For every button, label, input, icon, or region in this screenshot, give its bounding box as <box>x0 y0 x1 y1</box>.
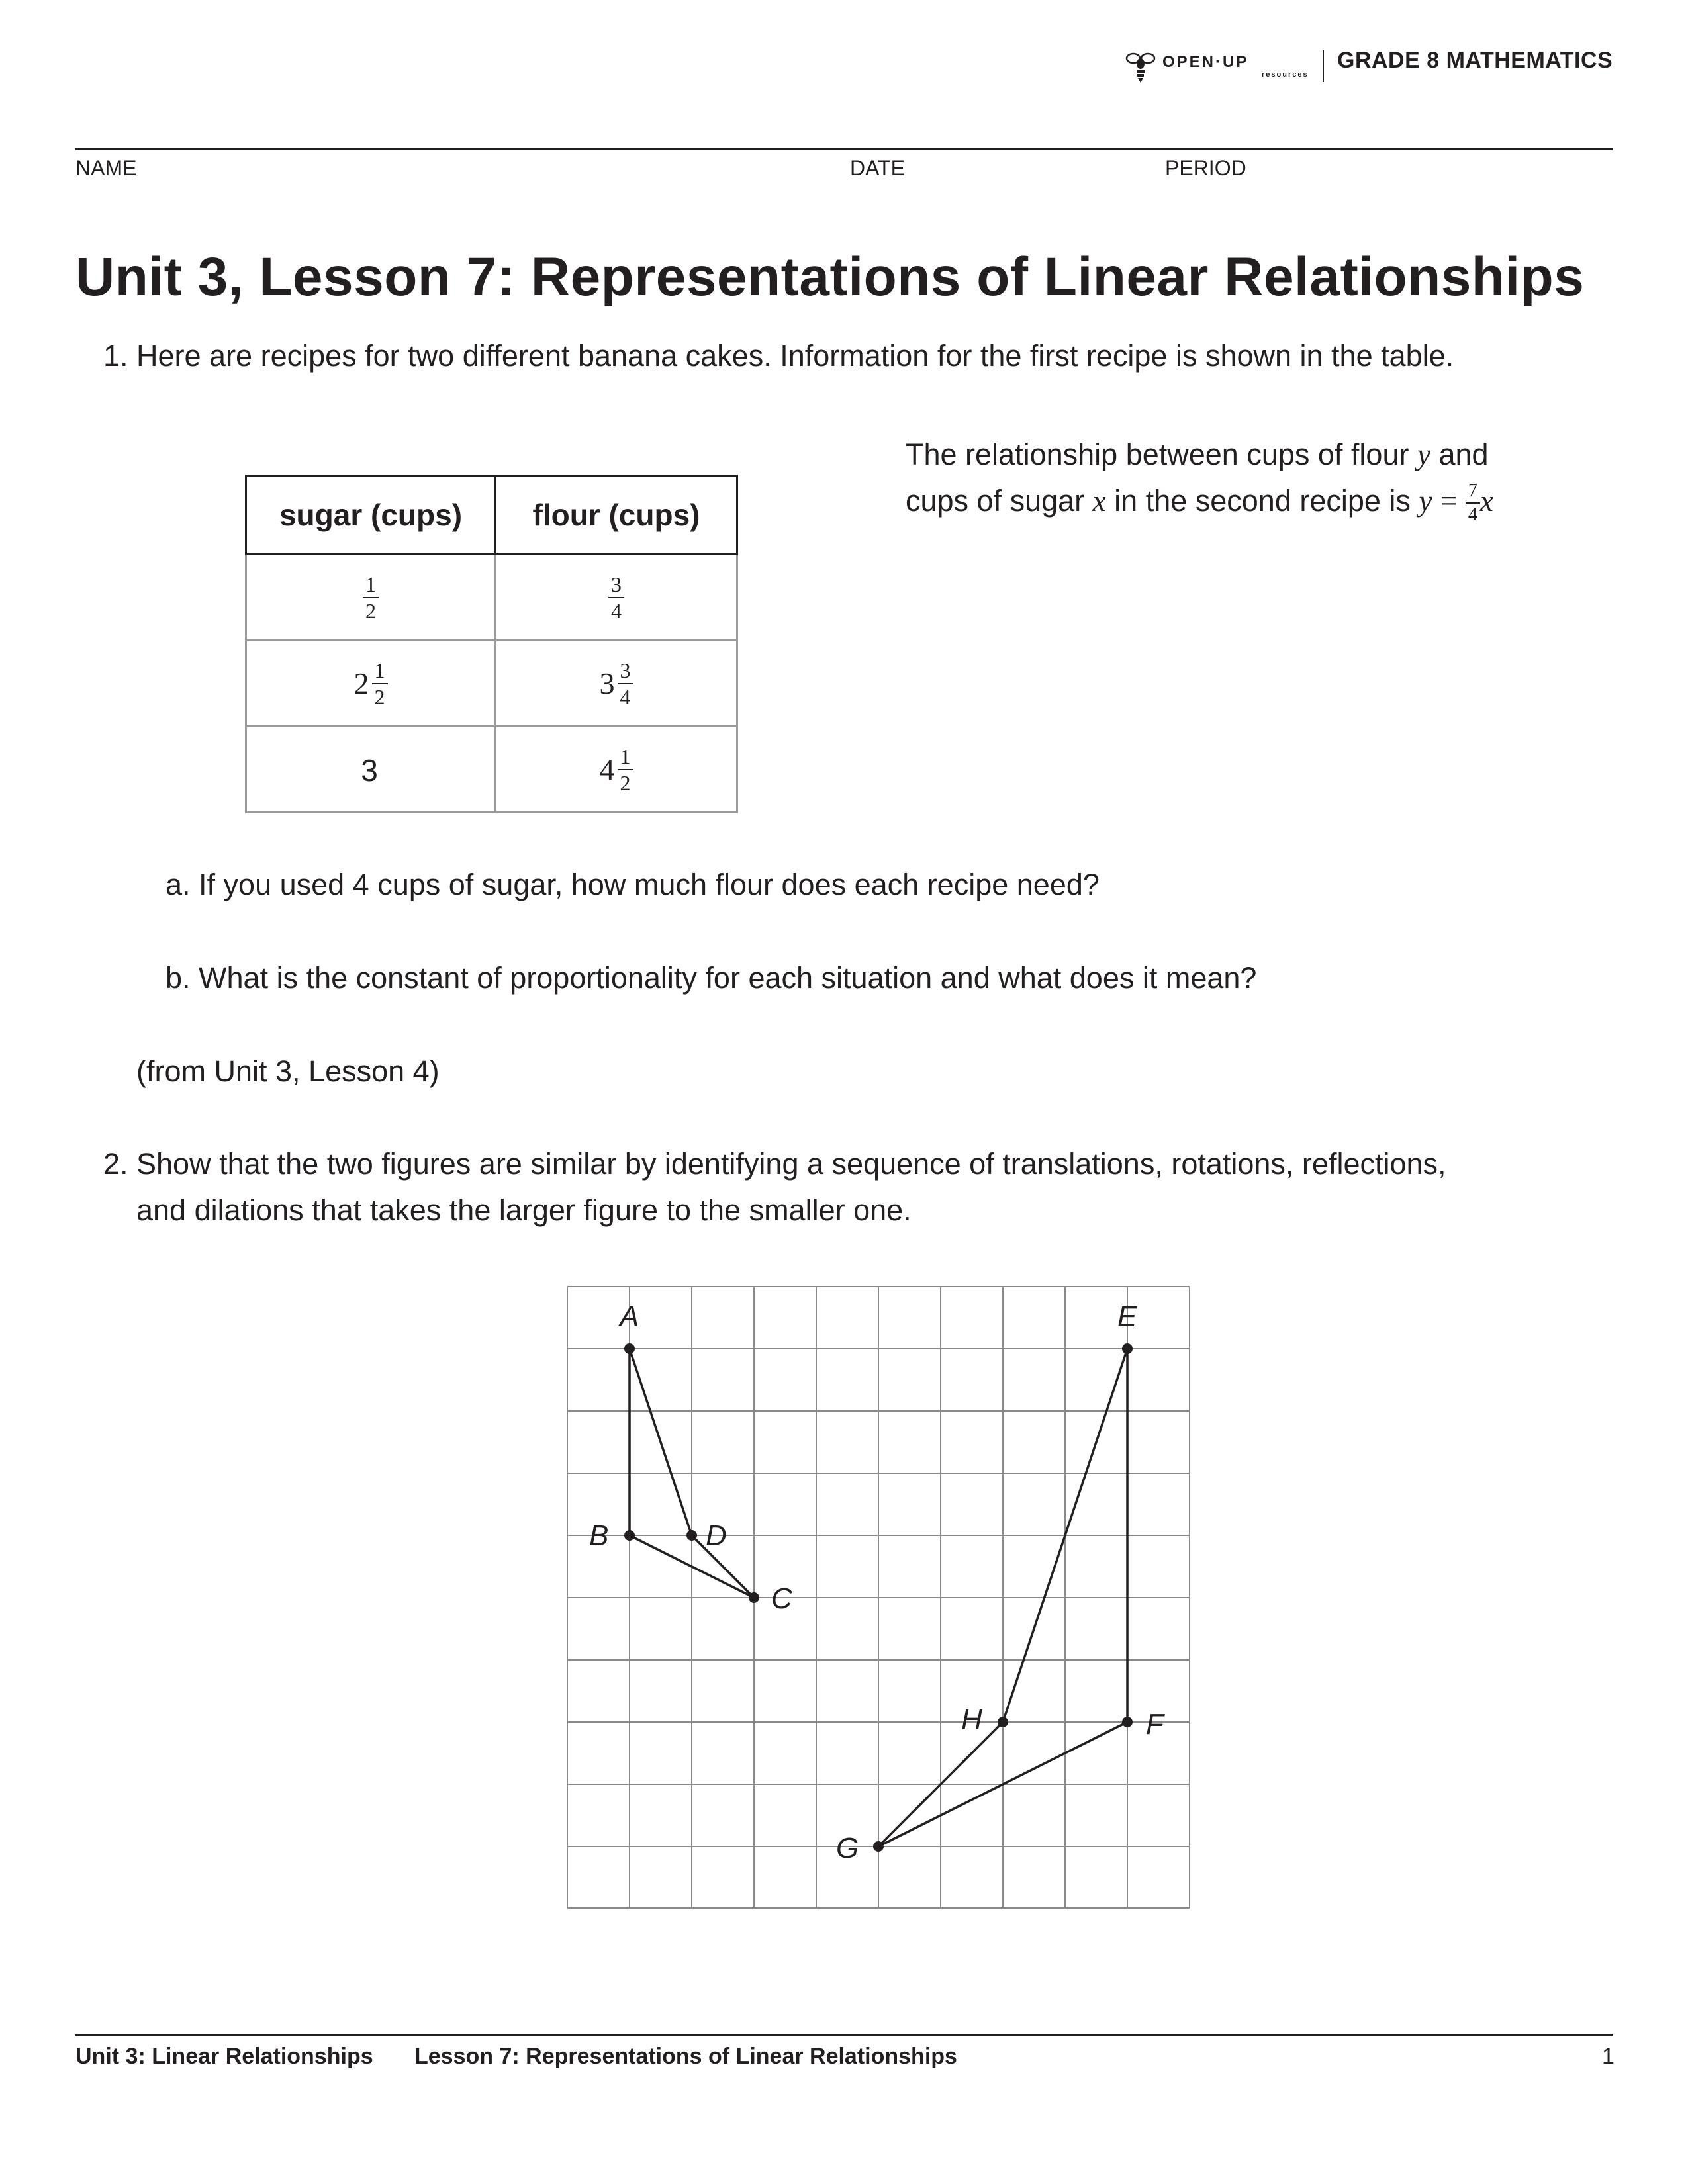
table-header-sugar: sugar (cups) <box>246 476 496 555</box>
name-field-label: NAME <box>75 156 137 180</box>
period-field-label: PERIOD <box>1165 156 1246 180</box>
table-row <box>246 641 737 727</box>
fraction <box>618 660 633 707</box>
numerator: 1 <box>372 660 388 684</box>
whole-number: 2 <box>353 666 369 700</box>
similar-figures-grid <box>556 1271 1205 1919</box>
date-field-label: DATE <box>850 156 905 180</box>
denominator: 2 <box>374 684 385 709</box>
question-2-line-2: and dilations that takes the larger figure to the smaller one. <box>136 1193 912 1227</box>
denominator: 2 <box>365 598 376 623</box>
label-e: E <box>1117 1300 1137 1333</box>
sugar-cell <box>246 555 496 641</box>
equation-fraction <box>1466 482 1480 524</box>
flour-cell <box>496 727 737 813</box>
text: cups of sugar <box>906 484 1085 518</box>
table-row <box>246 555 737 641</box>
relationship-line-1 <box>906 432 1493 478</box>
grid-lines <box>567 1287 1190 1908</box>
denominator: 4 <box>611 598 622 623</box>
variable-x: x <box>1092 484 1106 518</box>
label-a: A <box>620 1300 639 1333</box>
subject-label: GRADE 8 MATHEMATICS <box>1337 48 1613 73</box>
label-d: D <box>706 1520 727 1552</box>
text: The relationship between cups of flour <box>906 437 1409 471</box>
denominator: 4 <box>620 684 631 709</box>
question-2-number: 2. <box>103 1147 128 1181</box>
footer-unit: Unit 3: Linear Relationships <box>75 2044 373 2069</box>
table-row <box>246 727 737 813</box>
point-e <box>1122 1343 1133 1354</box>
denominator: 2 <box>620 770 631 795</box>
whole-number: 3 <box>599 666 615 700</box>
point-d <box>686 1530 697 1541</box>
logo-text: OPEN·UP <box>1162 52 1249 71</box>
point-c <box>749 1592 759 1603</box>
numerator: 1 <box>618 746 633 770</box>
question-1-number: 1. <box>103 339 128 373</box>
fraction <box>618 746 633 794</box>
point-b <box>624 1530 635 1541</box>
equals-sign: = <box>1440 484 1458 518</box>
point-a <box>624 1343 635 1354</box>
sugar-cell <box>246 727 496 813</box>
point-h <box>998 1717 1008 1727</box>
second-recipe-relationship <box>906 432 1493 524</box>
bee-icon <box>1125 49 1156 83</box>
whole-number: 4 <box>599 752 615 786</box>
page-number: 1 <box>1602 2044 1615 2069</box>
numerator: 7 <box>1466 482 1480 504</box>
logo-subtext: resources <box>1262 70 1309 79</box>
question-1-text: Here are recipes for two different banana cakes. Information for the first recipe is shown in the table. <box>136 339 1454 373</box>
footer-lesson: Lesson 7: Representations of Linear Relationships <box>414 2044 957 2069</box>
fraction <box>363 574 379 621</box>
whole-number: 3 <box>361 753 378 788</box>
label-h: H <box>961 1704 982 1736</box>
sugar-cell <box>246 641 496 727</box>
label-g: G <box>836 1832 859 1864</box>
fraction <box>372 660 388 707</box>
text: in the second recipe is <box>1114 484 1411 518</box>
page-title: Unit 3, Lesson 7: Representations of Linear Relationships <box>75 247 1585 307</box>
label-c: C <box>771 1582 792 1615</box>
table-header-flour: flour (cups) <box>496 476 737 555</box>
flour-cell <box>496 641 737 727</box>
flour-cell <box>496 555 737 641</box>
equation-x: x <box>1479 484 1493 518</box>
question-2-line-1: Show that the two figures are similar by identifying a sequence of translations, rotations, reflections, <box>136 1147 1446 1181</box>
point-f <box>1122 1717 1133 1727</box>
denominator: 4 <box>1468 504 1477 525</box>
question-1-source: (from Unit 3, Lesson 4) <box>136 1054 440 1088</box>
header-rule <box>75 148 1613 150</box>
numerator: 1 <box>363 574 379 598</box>
numerator: 3 <box>618 660 633 684</box>
header-divider <box>1323 50 1324 82</box>
label-b: B <box>589 1520 609 1552</box>
question-1b: b. What is the constant of proportionality for each situation and what does it mean? <box>165 961 1257 995</box>
fraction <box>608 574 624 621</box>
footer-rule <box>75 2034 1613 2036</box>
recipe-table <box>245 475 738 813</box>
relationship-line-2 <box>906 478 1493 524</box>
open-up-logo <box>1125 46 1309 86</box>
text: and <box>1438 437 1489 471</box>
variable-y: y <box>1417 438 1430 471</box>
question-1a: a. If you used 4 cups of sugar, how much flour does each recipe need? <box>165 868 1100 901</box>
numerator: 3 <box>608 574 624 598</box>
point-g <box>873 1841 884 1852</box>
label-f: F <box>1146 1708 1164 1741</box>
equation-y: y <box>1419 484 1432 518</box>
